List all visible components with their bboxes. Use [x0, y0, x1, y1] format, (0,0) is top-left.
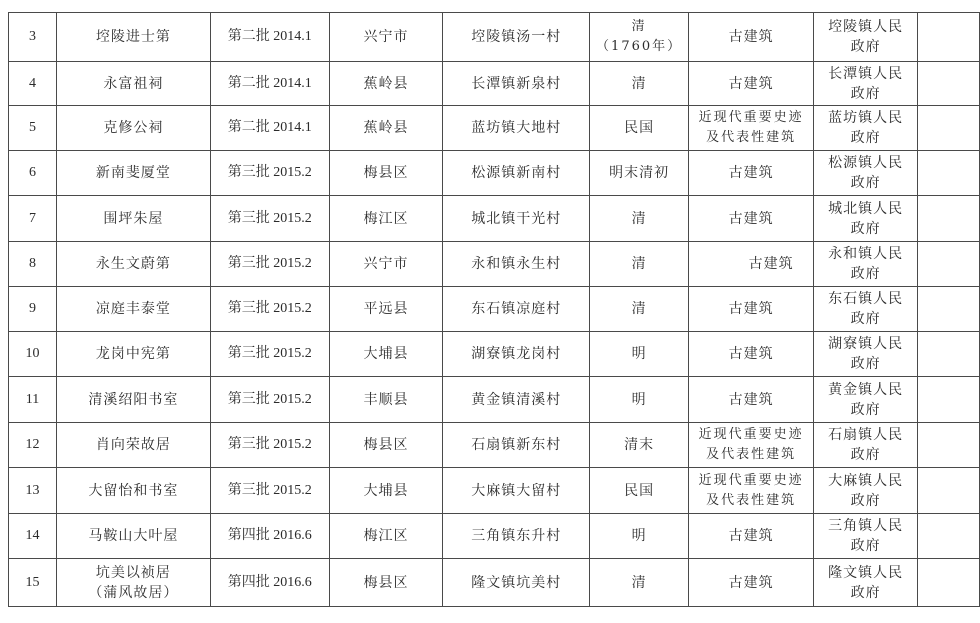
owner-cell: [814, 559, 918, 607]
row-number-cell: 10: [9, 332, 57, 377]
table-body: [9, 13, 980, 607]
location-cell: 松源镇新南村: [443, 151, 590, 196]
owner-cell-line: 政府: [850, 175, 881, 191]
owner-cell-line: 城北镇人民: [828, 200, 904, 217]
empty-remarks-cell: [918, 514, 980, 559]
category-cell-line: 及代表性建筑: [706, 447, 797, 462]
era-cell: [590, 151, 689, 196]
site-name-cell: [56, 242, 210, 287]
row-number-cell: 9: [9, 287, 57, 332]
site-name-cell-line: 肖向荣故居: [95, 437, 171, 453]
category-cell: [689, 62, 814, 106]
site-name-cell-line: 坑美以祯居: [95, 564, 171, 581]
category-cell: [689, 468, 814, 514]
owner-cell-line: 政府: [850, 130, 881, 146]
county-cell: 蕉岭县: [329, 62, 443, 106]
category-cell: [689, 377, 814, 423]
batch-cell: 第三批 2015.2: [210, 468, 329, 514]
category-cell-line: 古建筑: [748, 256, 794, 272]
site-name-cell: [56, 106, 210, 151]
owner-cell-line: 政府: [850, 584, 881, 601]
empty-remarks-cell: [918, 151, 980, 196]
category-cell-line: 古建筑: [728, 29, 774, 45]
batch-cell: 第三批 2015.2: [210, 332, 329, 377]
category-cell: [689, 13, 814, 62]
owner-cell: [814, 287, 918, 332]
era-cell: [590, 514, 689, 559]
row-number-cell: 8: [9, 242, 57, 287]
era-cell: [590, 287, 689, 332]
owner-cell-line: 大麻镇人民: [828, 472, 904, 489]
county-cell: 梅县区: [329, 151, 443, 196]
era-cell-line: 清末: [624, 437, 655, 453]
county-cell: 平远县: [329, 287, 443, 332]
batch-cell: 第三批 2015.2: [210, 423, 329, 468]
category-cell: [689, 559, 814, 607]
owner-cell: [814, 468, 918, 514]
site-name-cell-line: 马鞍山大叶屋: [88, 528, 179, 544]
era-cell: [590, 106, 689, 151]
batch-cell: 第四批 2016.6: [210, 559, 329, 607]
category-cell-line: 古建筑: [728, 528, 774, 544]
category-cell-line: 近现代重要史迹: [698, 427, 804, 442]
empty-remarks-cell: [918, 423, 980, 468]
era-cell: [590, 242, 689, 287]
county-cell: 兴宁市: [329, 13, 443, 62]
owner-cell-line: 黄金镇人民: [828, 381, 904, 398]
site-name-cell: [56, 13, 210, 62]
site-name-cell: [56, 196, 210, 242]
owner-cell-line: 永和镇人民: [828, 246, 904, 262]
category-cell: [689, 332, 814, 377]
county-cell: 丰顺县: [329, 377, 443, 423]
category-cell-line: 古建筑: [728, 574, 774, 591]
owner-cell-line: 埪陵镇人民: [828, 19, 904, 35]
site-name-cell: [56, 559, 210, 607]
site-name-cell: [56, 423, 210, 468]
batch-cell: 第三批 2015.2: [210, 242, 329, 287]
owner-cell-line: 政府: [850, 492, 881, 509]
site-name-cell-line: 埪陵进士第: [95, 29, 171, 45]
site-name-cell-line: 克修公祠: [103, 120, 164, 136]
era-cell-line: 明: [631, 346, 647, 362]
era-cell: [590, 332, 689, 377]
table-row: [9, 13, 980, 62]
site-name-cell: [56, 62, 210, 106]
batch-cell: 第三批 2015.2: [210, 151, 329, 196]
era-cell-line: 清: [631, 75, 647, 92]
owner-cell-line: 政府: [850, 220, 881, 237]
owner-cell-line: 政府: [850, 85, 881, 102]
row-number-cell: 7: [9, 196, 57, 242]
location-cell: 石扇镇新东村: [443, 423, 590, 468]
owner-cell: [814, 106, 918, 151]
row-number-cell: 4: [9, 62, 57, 106]
era-cell-line: （1760年）: [596, 39, 683, 54]
empty-remarks-cell: [918, 242, 980, 287]
row-number-cell: 3: [9, 13, 57, 62]
category-cell: [689, 242, 814, 287]
category-cell: [689, 106, 814, 151]
owner-cell-line: 松源镇人民: [828, 155, 904, 171]
era-cell: [590, 377, 689, 423]
county-cell: 梅县区: [329, 559, 443, 607]
table-row: [9, 106, 980, 151]
county-cell: 兴宁市: [329, 242, 443, 287]
site-name-cell-line: 围坪朱屋: [103, 210, 164, 227]
category-cell: [689, 287, 814, 332]
empty-remarks-cell: [918, 62, 980, 106]
empty-remarks-cell: [918, 332, 980, 377]
site-name-cell-line: 凉庭丰泰堂: [95, 301, 171, 317]
site-name-cell-line: 大留怡和书室: [88, 482, 179, 499]
era-cell-line: 清: [631, 574, 647, 591]
site-name-cell: [56, 468, 210, 514]
table-row: [9, 287, 980, 332]
era-cell-line: 明: [631, 528, 647, 544]
location-cell: 永和镇永生村: [443, 242, 590, 287]
batch-cell: 第二批 2014.1: [210, 62, 329, 106]
site-name-cell-line: 清溪绍阳书室: [88, 391, 179, 408]
site-name-cell-line: 永富祖祠: [103, 75, 164, 92]
era-cell-line: 民国: [624, 482, 655, 499]
location-cell: 东石镇凉庭村: [443, 287, 590, 332]
table-row: [9, 151, 980, 196]
location-cell: 隆文镇坑美村: [443, 559, 590, 607]
empty-remarks-cell: [918, 13, 980, 62]
era-cell: [590, 13, 689, 62]
row-number-cell: 12: [9, 423, 57, 468]
batch-cell: 第四批 2016.6: [210, 514, 329, 559]
site-name-cell: [56, 287, 210, 332]
era-cell: [590, 468, 689, 514]
category-cell: [689, 196, 814, 242]
category-cell: [689, 423, 814, 468]
category-cell-line: 古建筑: [728, 346, 774, 362]
category-cell: [689, 514, 814, 559]
site-name-cell: [56, 332, 210, 377]
row-number-cell: 15: [9, 559, 57, 607]
owner-cell: [814, 151, 918, 196]
owner-cell: [814, 13, 918, 62]
owner-cell-line: 政府: [850, 447, 881, 463]
empty-remarks-cell: [918, 377, 980, 423]
owner-cell: [814, 242, 918, 287]
owner-cell: [814, 332, 918, 377]
empty-remarks-cell: [918, 106, 980, 151]
row-number-cell: 6: [9, 151, 57, 196]
category-cell-line: 近现代重要史迹: [698, 110, 804, 125]
batch-cell: 第三批 2015.2: [210, 196, 329, 242]
county-cell: 梅江区: [329, 514, 443, 559]
era-cell: [590, 62, 689, 106]
location-cell: 长潭镇新泉村: [443, 62, 590, 106]
owner-cell-line: 政府: [850, 39, 881, 55]
county-cell: 大埔县: [329, 468, 443, 514]
heritage-table-page: [8, 12, 980, 607]
site-name-cell: [56, 514, 210, 559]
location-cell: 黄金镇清溪村: [443, 377, 590, 423]
location-cell: 埪陵镇汤一村: [443, 13, 590, 62]
category-cell-line: 近现代重要史迹: [698, 472, 804, 488]
era-cell-line: 清: [631, 301, 647, 317]
empty-remarks-cell: [918, 287, 980, 332]
location-cell: 湖寮镇龙岗村: [443, 332, 590, 377]
batch-cell: 第三批 2015.2: [210, 287, 329, 332]
era-cell-line: 清: [631, 19, 647, 34]
table-row: [9, 62, 980, 106]
table-row: [9, 377, 980, 423]
era-cell-line: 明末清初: [609, 165, 670, 181]
owner-cell-line: 三角镇人民: [828, 518, 904, 534]
row-number-cell: 14: [9, 514, 57, 559]
site-name-cell-line: （蒲风故居）: [88, 584, 179, 601]
table-row: [9, 559, 980, 607]
owner-cell-line: 政府: [850, 401, 881, 418]
owner-cell-line: 政府: [850, 538, 881, 554]
county-cell: 梅县区: [329, 423, 443, 468]
table-row: [9, 332, 980, 377]
batch-cell: 第二批 2014.1: [210, 106, 329, 151]
location-cell: 大麻镇大留村: [443, 468, 590, 514]
category-cell: [689, 151, 814, 196]
category-cell-line: 古建筑: [728, 165, 774, 181]
table-row: [9, 242, 980, 287]
owner-cell: [814, 377, 918, 423]
table-row: [9, 196, 980, 242]
site-name-cell: [56, 151, 210, 196]
empty-remarks-cell: [918, 559, 980, 607]
site-name-cell: [56, 377, 210, 423]
location-cell: 蓝坊镇大地村: [443, 106, 590, 151]
era-cell: [590, 423, 689, 468]
owner-cell-line: 政府: [850, 356, 881, 372]
table-row: [9, 468, 980, 514]
era-cell-line: 清: [631, 210, 647, 227]
owner-cell: [814, 423, 918, 468]
owner-cell-line: 隆文镇人民: [828, 564, 904, 581]
county-cell: 大埔县: [329, 332, 443, 377]
era-cell-line: 民国: [624, 120, 655, 136]
owner-cell-line: 政府: [850, 311, 881, 327]
location-cell: 城北镇干光村: [443, 196, 590, 242]
category-cell-line: 及代表性建筑: [706, 130, 797, 145]
site-name-cell-line: 新南斐厦堂: [95, 165, 171, 181]
table-row: [9, 514, 980, 559]
batch-cell: 第三批 2015.2: [210, 377, 329, 423]
era-cell: [590, 196, 689, 242]
category-cell-line: 古建筑: [728, 210, 774, 227]
category-cell-line: 古建筑: [728, 75, 774, 92]
table-row: [9, 423, 980, 468]
category-cell-line: 古建筑: [728, 391, 774, 408]
empty-remarks-cell: [918, 468, 980, 514]
row-number-cell: 5: [9, 106, 57, 151]
county-cell: 梅江区: [329, 196, 443, 242]
site-name-cell-line: 龙岗中宪第: [95, 346, 171, 362]
site-name-cell-line: 永生文蔚第: [95, 256, 171, 272]
era-cell: [590, 559, 689, 607]
owner-cell-line: 东石镇人民: [828, 291, 904, 307]
owner-cell-line: 蓝坊镇人民: [828, 110, 904, 126]
category-cell-line: 及代表性建筑: [706, 492, 797, 508]
owner-cell: [814, 62, 918, 106]
row-number-cell: 13: [9, 468, 57, 514]
batch-cell: 第二批 2014.1: [210, 13, 329, 62]
owner-cell-line: 湖寮镇人民: [828, 336, 904, 352]
county-cell: 蕉岭县: [329, 106, 443, 151]
owner-cell: [814, 196, 918, 242]
era-cell-line: 明: [631, 391, 647, 408]
owner-cell-line: 石扇镇人民: [828, 427, 904, 443]
owner-cell: [814, 514, 918, 559]
owner-cell-line: 长潭镇人民: [828, 65, 904, 82]
row-number-cell: 11: [9, 377, 57, 423]
empty-remarks-cell: [918, 196, 980, 242]
category-cell-line: 古建筑: [728, 301, 774, 317]
era-cell-line: 清: [631, 256, 647, 272]
heritage-sites-table: [8, 12, 980, 607]
owner-cell-line: 政府: [850, 266, 881, 282]
location-cell: 三角镇东升村: [443, 514, 590, 559]
